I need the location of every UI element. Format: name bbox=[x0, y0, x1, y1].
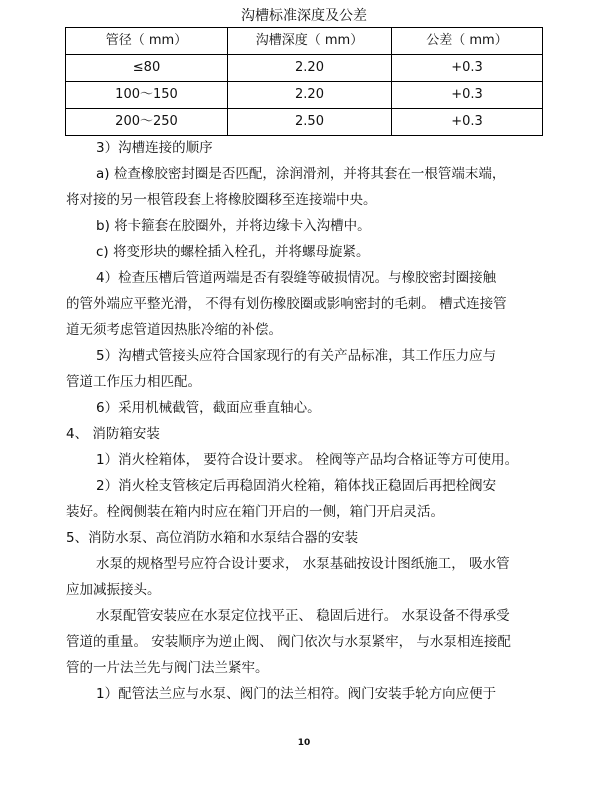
step-b-line: b) 将卡箍套在胶圈外，并将边缘卡入沟槽中。 bbox=[96, 218, 371, 234]
page-number: 10 bbox=[297, 738, 311, 748]
cell-tolerance: +0.3 bbox=[392, 109, 543, 136]
table-row bbox=[66, 82, 543, 109]
step-a-line-1: a) 检查橡胶密封圈是否匹配，涂润滑剂，并将其套在一根管端末端， bbox=[96, 166, 506, 182]
hydrant-item-1-line: 1）消火栓箱体， 要符合设计要求。 栓阀等产品均合格证等方可使用。 bbox=[96, 452, 519, 468]
item-5-line-2: 管道工作压力相匹配。 bbox=[66, 374, 201, 390]
cell-groove-depth: 2.50 bbox=[228, 109, 392, 136]
hydrant-item-2-line-1: 2）消火栓支管核定后再稳固消火栓箱，箱体找正稳固后再把栓阀安 bbox=[96, 478, 497, 494]
table-row bbox=[66, 55, 543, 82]
groove-depth-table bbox=[65, 27, 543, 136]
item-4-line-1: 4）检查压槽后管道两端是否有裂缝等破损情况。与橡胶密封圈接触 bbox=[96, 270, 497, 286]
table-header-row bbox=[66, 28, 543, 55]
cell-pipe-diameter: 200～250 bbox=[66, 109, 228, 136]
cell-tolerance: +0.3 bbox=[392, 82, 543, 109]
table-row bbox=[66, 109, 543, 136]
section-4-heading: 4、 消防箱安装 bbox=[66, 426, 160, 442]
cell-groove-depth: 2.20 bbox=[228, 82, 392, 109]
cell-groove-depth: 2.20 bbox=[228, 55, 392, 82]
cell-pipe-diameter: 100～150 bbox=[66, 82, 228, 109]
pump-para-2-line-2: 管道的重量。 安装顺序为逆止阀、 阀门依次与水泵紧牢， 与水泵相连接配 bbox=[66, 634, 511, 650]
header-pipe-diameter: 管径（ mm） bbox=[66, 28, 228, 55]
hydrant-item-2-line-2: 装好。栓阀侧装在箱内时应在箱门开启的一侧，箱门开启灵活。 bbox=[66, 504, 444, 520]
table-caption: 沟槽标准深度及公差 bbox=[241, 8, 367, 24]
pump-para-2-line-1: 水泵配管安装应在水泵定位找平正、 稳固后进行。 水泵设备不得承受 bbox=[96, 608, 510, 624]
item-4-line-3: 道无须考虑管道因热胀冷缩的补偿。 bbox=[66, 322, 282, 338]
step-3-heading: 3）沟槽连接的顺序 bbox=[96, 140, 213, 156]
pump-para-2-line-3: 管的一片法兰先与阀门法兰紧牢。 bbox=[66, 660, 269, 676]
item-6-line: 6）采用机械截管，截面应垂直轴心。 bbox=[96, 400, 321, 416]
item-5-line-1: 5）沟槽式管接头应符合国家现行的有关产品标准，其工作压力应与 bbox=[96, 348, 497, 364]
step-a-line-2: 将对接的另一根管段套上将橡胶圈移至连接端中央。 bbox=[66, 192, 377, 208]
header-groove-depth: 沟槽深度（ mm） bbox=[228, 28, 392, 55]
pump-para-1-line-2: 应加减振接头。 bbox=[66, 582, 161, 598]
cell-pipe-diameter: ≤80 bbox=[66, 55, 228, 82]
pump-item-1-line: 1）配管法兰应与水泵、阀门的法兰相符。阀门安装手轮方向应便于 bbox=[96, 686, 497, 702]
item-4-line-2: 的管外端应平整光滑， 不得有划伤橡胶圈或影响密封的毛刺。 槽式连接管 bbox=[66, 296, 507, 312]
step-c-line: c) 将变形块的螺栓插入栓孔，并将螺母旋紧。 bbox=[96, 244, 370, 260]
section-5-heading: 5、消防水泵、高位消防水箱和水泵结合器的安装 bbox=[66, 530, 359, 546]
cell-tolerance: +0.3 bbox=[392, 55, 543, 82]
pump-para-1-line-1: 水泵的规格型号应符合设计要求， 水泵基础按设计图纸施工， 吸水管 bbox=[96, 556, 510, 572]
header-tolerance: 公差（ mm） bbox=[392, 28, 543, 55]
